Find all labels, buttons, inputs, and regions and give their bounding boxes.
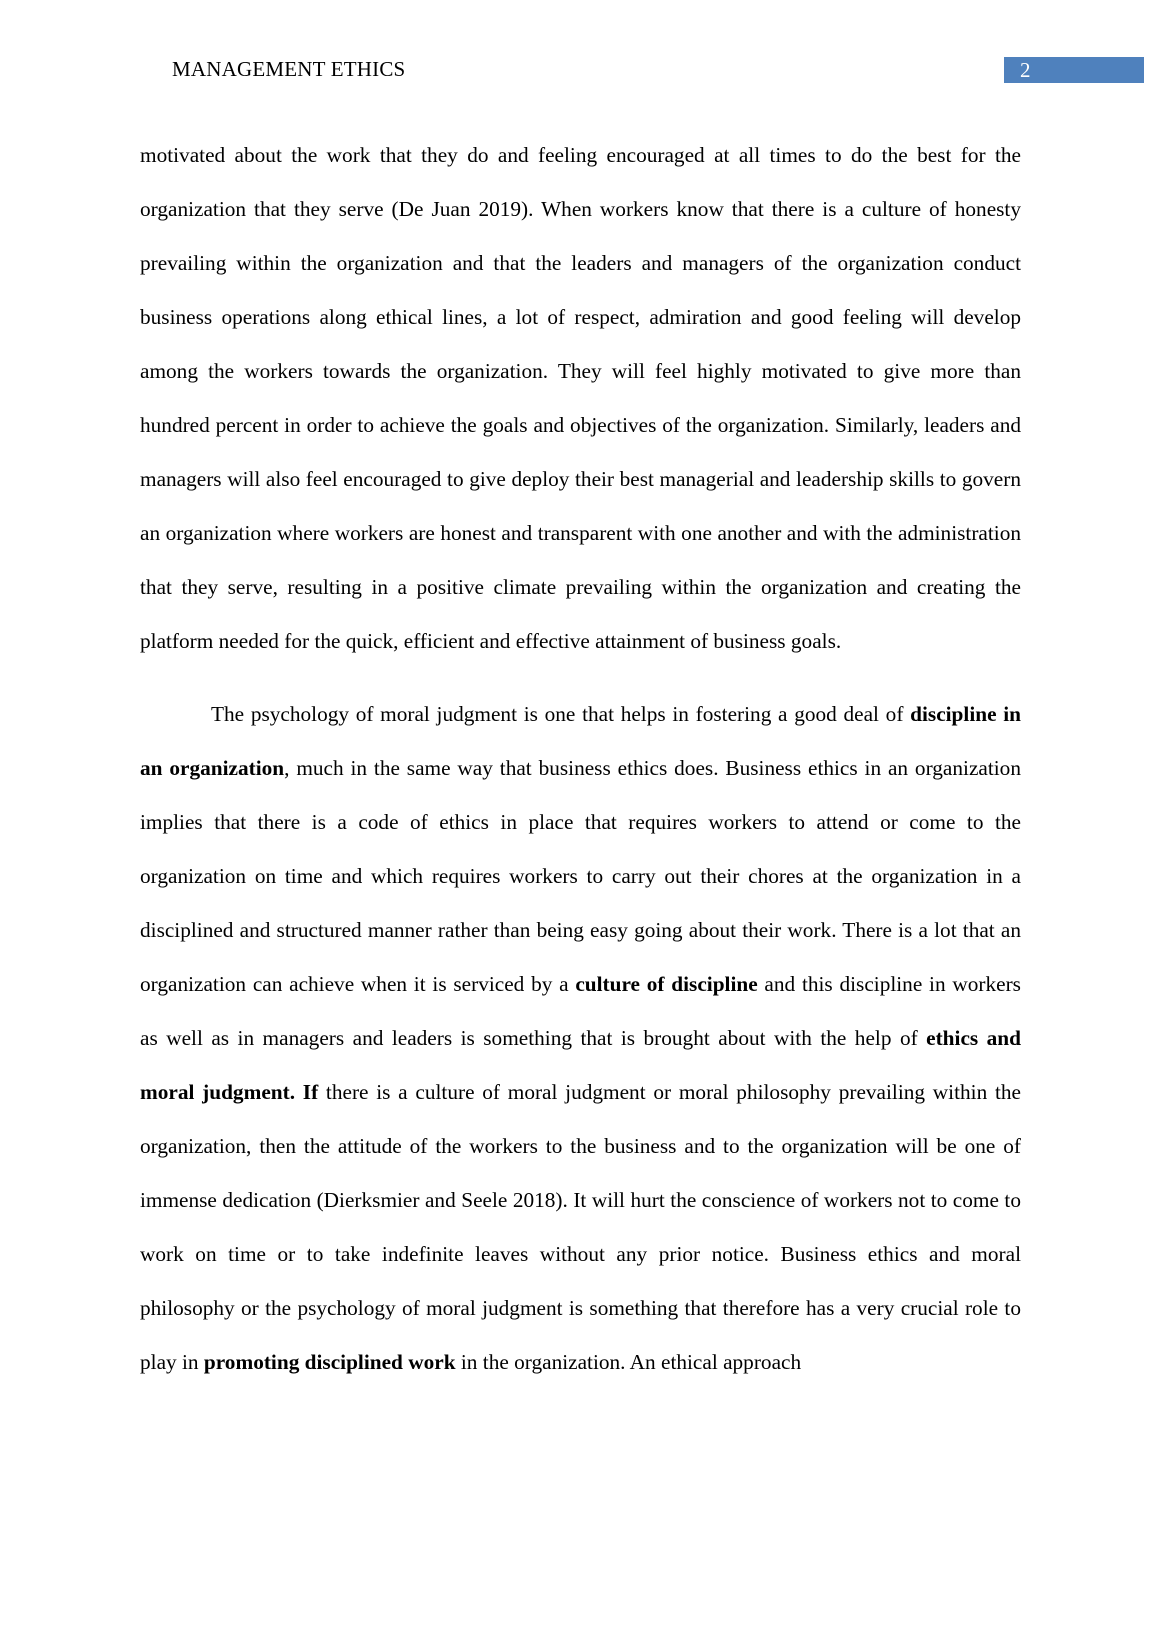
paragraph-2-text-2: , much in the same way that business ethics does. Business ethics in an organization implies that there is a code of ethics in place that requires workers to attend or come to the organization on time and which requires workers to carry out their chores at the organization in a disciplined and structured manner rather than being easy going about their work. There is a lot that an organization can achieve when it is serviced by a — [140, 756, 1021, 996]
paragraph-2-text-5: in the organization. An ethical approach — [455, 1350, 802, 1374]
paragraph-2-text-3: and this discipline in workers as well as in managers and leaders is something that is brought about with the help of — [140, 972, 1021, 1050]
paragraph-1-text: motivated about the work that they do and feeling encouraged at all times to do the best for the organization that they serve (De Juan 2019). When workers know that there is a culture of honesty prevailing within the organization and that the leaders and managers of the organization conduct business operations along ethical lines, a lot of respect, admiration and good feeling will develop among the workers towards the organization. They will feel highly motivated to give more than hundred percent in order to achieve the goals and objectives of the organization. Similarly, leaders and managers will also feel encouraged to give deploy their best managerial and leadership skills to govern an organization where workers are honest and transparent with one another and with the administration that they serve, resulting in a positive climate prevailing within the organization and creating the platform needed for the quick, efficient and effective attainment of business goals. — [140, 143, 1021, 653]
bold-culture-of-discipline: culture of discipline — [575, 972, 758, 996]
running-head: MANAGEMENT ETHICS — [172, 57, 406, 81]
paragraph-2 — [140, 687, 1021, 1389]
paragraph-1 — [140, 128, 1021, 668]
document-body — [140, 128, 1021, 1389]
bold-ethics-and-moral-judgment: ethics and moral judgment. If — [140, 1026, 1021, 1104]
page-number: 2 — [1020, 58, 1031, 82]
paragraph-2-text-4: there is a culture of moral judgment or moral philosophy prevailing within the organization, then the attitude of the workers to the business and to the organization will be one of immense dedication (Dierksmier and Seele 2018). It will hurt the conscience of workers not to come to work on time or to take indefinite leaves without any prior notice. Business ethics and moral philosophy or the psychology of moral judgment is something that therefore has a very crucial role to play in — [140, 1080, 1021, 1374]
bold-discipline-in-an-organization: discipline in an organization — [140, 702, 1022, 780]
page-number-box — [1004, 57, 1144, 83]
bold-promoting-disciplined-work: promoting disciplined work — [203, 1350, 456, 1374]
paragraph-2-text-1: The psychology of moral judgment is one that helps in fostering a good deal of — [211, 702, 911, 726]
